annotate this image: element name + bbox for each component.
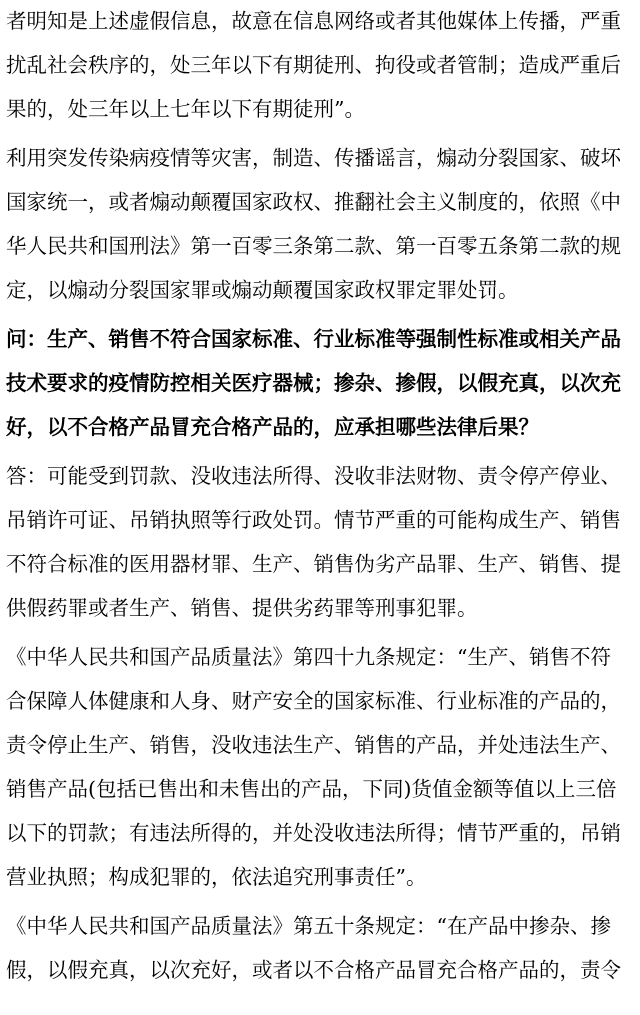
- answer-line: 供假药罪或者生产、销售、提供劣药罪等刑事犯罪。: [6, 596, 478, 620]
- text-line: 营业执照；构成犯罪的，依法追究刑事责任”。: [6, 865, 427, 889]
- text-line: 国家统一，或者煽动颠覆国家政权、推翻社会主义制度的，依照《中: [6, 190, 621, 214]
- text-line: 《中华人民共和国产品质量法》第五十条规定：“在产品中掺杂、掺: [6, 914, 611, 938]
- text-line: 果的，处三年以上七年以下有期徒刑”。: [6, 97, 365, 121]
- answer-line: 答：可能受到罚款、没收违法所得、没收非法财物、责令停产停业、: [6, 464, 621, 488]
- question-line: 问：生产、销售不符合国家标准、行业标准等强制性标准或相关产品: [6, 327, 621, 351]
- text-line: 以下的罚款；有违法所得的，并处没收违法所得；情节严重的，吊销: [6, 821, 621, 845]
- question-line: 好，以不合格产品冒充合格产品的，应承担哪些法律后果？: [6, 415, 539, 439]
- text-line: 华人民共和国刑法》第一百零三条第二款、第一百零五条第二款的规: [6, 234, 621, 258]
- text-line: 责令停止生产、销售，没收违法生产、销售的产品，并处违法生产、: [6, 733, 621, 757]
- text-line: 定，以煽动分裂国家罪或煽动颠覆国家政权罪定罪处罚。: [6, 278, 519, 302]
- text-line: 假，以假充真，以次充好，或者以不合格产品冒充合格产品的，责令: [6, 958, 621, 982]
- text-line: 合保障人体健康和人身、财产安全的国家标准、行业标准的产品的，: [6, 689, 621, 713]
- question-line: 技术要求的疫情防控相关医疗器械；掺杂、掺假，以假充真，以次充: [6, 371, 621, 395]
- text-line: 扰乱社会秩序的，处三年以下有期徒刑、拘役或者管制；造成严重后: [6, 53, 621, 77]
- text-line: 利用突发传染病疫情等灾害，制造、传播谣言，煽动分裂国家、破坏: [6, 146, 621, 170]
- answer-line: 吊销许可证、吊销执照等行政处罚。情节严重的可能构成生产、销售: [6, 508, 621, 532]
- answer-line: 不符合标准的医用器材罪、生产、销售伪劣产品罪、生产、销售、提: [6, 552, 621, 576]
- text-line: 者明知是上述虚假信息，故意在信息网络或者其他媒体上传播，严重: [6, 9, 621, 33]
- text-line: 销售产品(包括已售出和未售出的产品，下同)货值金额等值以上三倍: [6, 777, 617, 801]
- text-line: 《中华人民共和国产品质量法》第四十九条规定：“生产、销售不符: [6, 645, 611, 669]
